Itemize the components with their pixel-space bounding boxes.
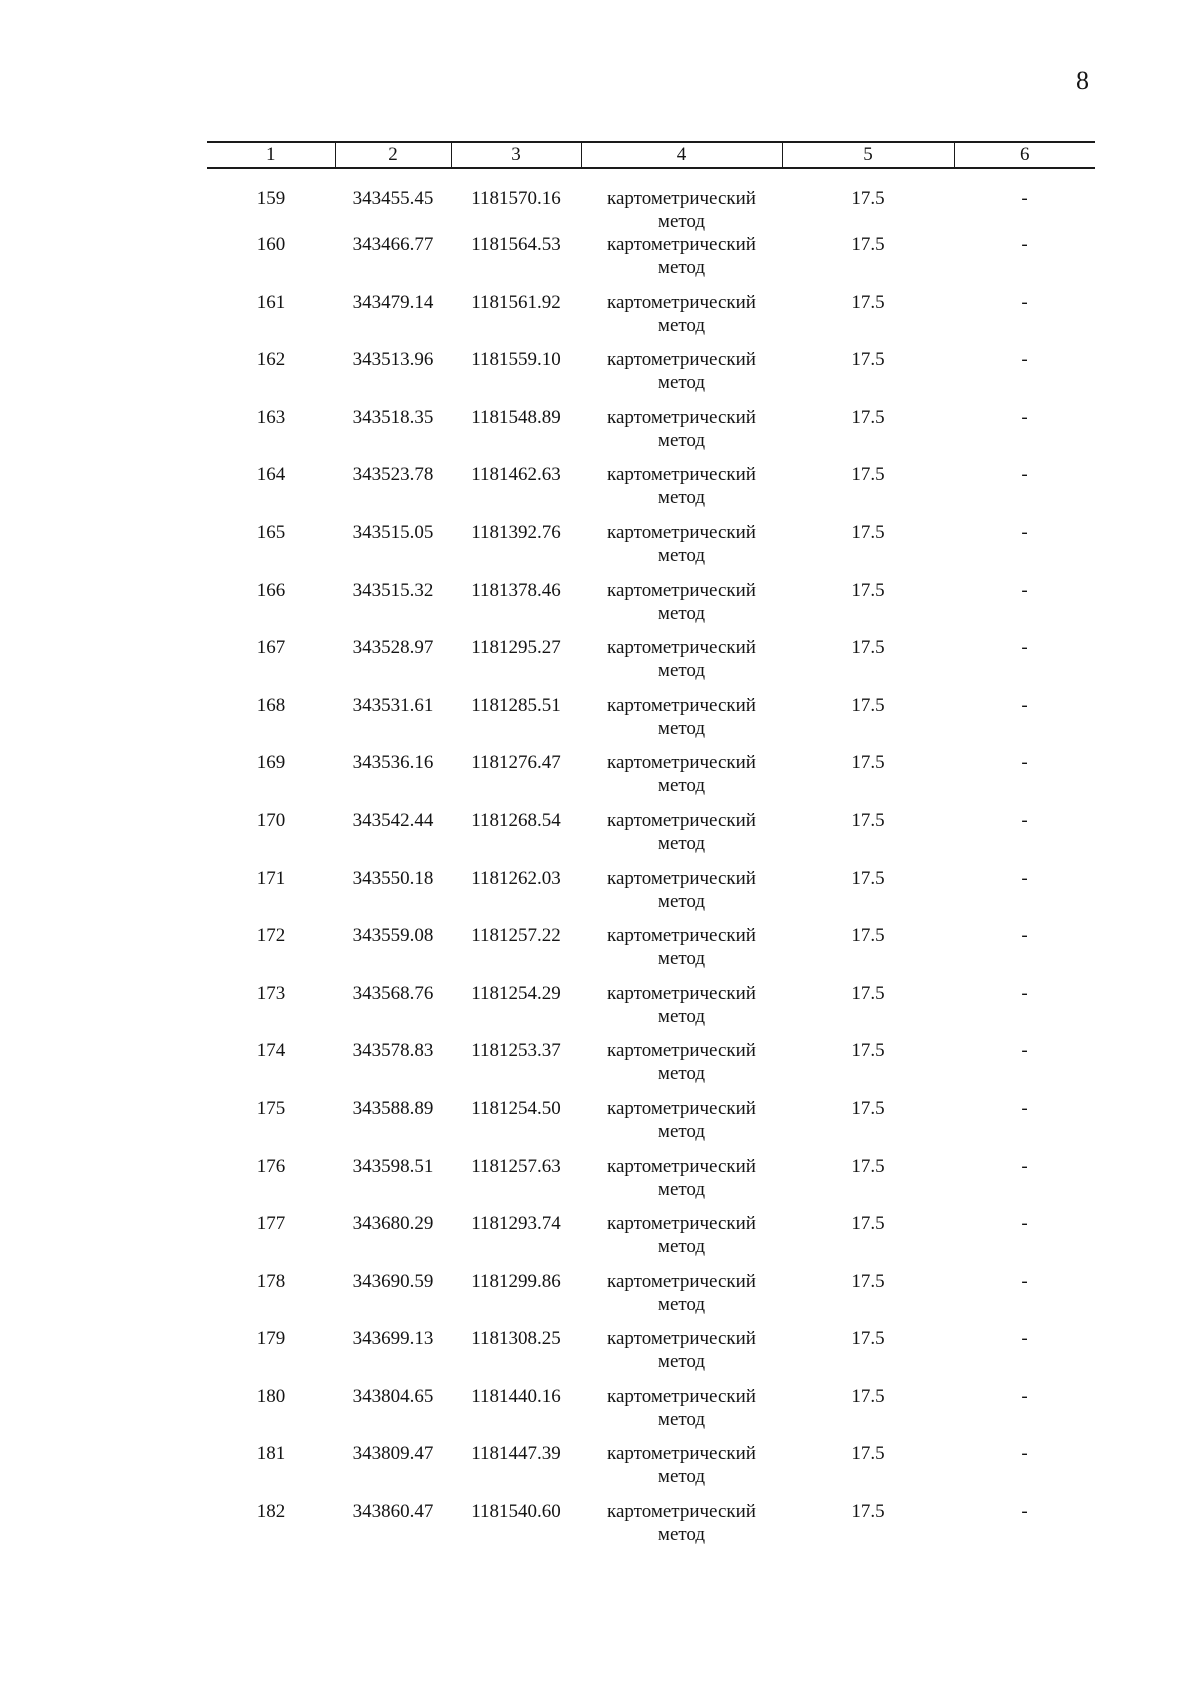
note-cell: - xyxy=(1021,406,1028,428)
table-row xyxy=(207,751,1095,809)
note-cell: - xyxy=(1021,1501,1028,1523)
point-number-cell: 174 xyxy=(256,1040,286,1062)
y-coordinate-cell: 1181254.50 xyxy=(471,1097,561,1119)
y-coordinate-cell: 1181285.51 xyxy=(471,694,561,716)
point-number-cell: 163 xyxy=(256,406,286,428)
method-text-line-2: метод xyxy=(657,775,706,797)
method-text-line-1: картометрический xyxy=(607,1097,756,1119)
column-header-5: 5 xyxy=(782,142,954,168)
precision-cell: 17.5 xyxy=(851,464,885,486)
y-coordinate-cell: 1181570.16 xyxy=(471,188,561,209)
point-number-cell: 165 xyxy=(256,521,286,543)
method-cell xyxy=(581,1039,782,1097)
table-row xyxy=(207,1385,1095,1443)
point-number-cell: 181 xyxy=(256,1443,286,1465)
precision-cell: 17.5 xyxy=(851,1155,885,1177)
point-number-cell: 162 xyxy=(256,349,286,371)
method-cell xyxy=(581,1155,782,1213)
x-coordinate-cell: 343515.05 xyxy=(352,521,434,543)
method-cell xyxy=(581,233,782,291)
method-text-line-1: картометрический xyxy=(607,1155,756,1177)
method-cell xyxy=(581,751,782,809)
note-cell: - xyxy=(1021,1443,1028,1465)
y-coordinate-cell: 1181440.16 xyxy=(471,1385,561,1407)
y-coordinate-cell: 1181540.60 xyxy=(471,1501,561,1523)
method-text-line-1: картометрический xyxy=(607,579,756,601)
method-text-line-2: метод xyxy=(657,429,706,451)
y-coordinate-cell: 1181257.22 xyxy=(471,925,561,947)
method-text-line-1: картометрический xyxy=(607,925,756,947)
method-text-line-2: метод xyxy=(657,211,706,232)
precision-cell: 17.5 xyxy=(851,637,885,659)
method-text-line-1: картометрический xyxy=(607,1213,756,1235)
y-coordinate-cell: 1181253.37 xyxy=(471,1040,561,1062)
method-text-line-2: метод xyxy=(657,890,706,912)
x-coordinate-cell: 343588.89 xyxy=(352,1097,434,1119)
note-cell: - xyxy=(1021,982,1028,1004)
column-header-2: 2 xyxy=(335,142,451,168)
table-row xyxy=(207,636,1095,694)
table-body xyxy=(207,168,1095,1558)
precision-cell: 17.5 xyxy=(851,234,885,255)
x-coordinate-cell: 343559.08 xyxy=(352,925,434,947)
method-cell xyxy=(581,1270,782,1328)
method-text-line-2: метод xyxy=(657,487,706,509)
table-header xyxy=(207,142,1095,168)
note-cell: - xyxy=(1021,521,1028,543)
x-coordinate-cell: 343518.35 xyxy=(352,406,434,428)
method-cell xyxy=(581,521,782,579)
note-cell: - xyxy=(1021,752,1028,774)
precision-cell: 17.5 xyxy=(851,579,885,601)
method-text-line-2: метод xyxy=(657,1524,706,1546)
table-row xyxy=(207,463,1095,521)
note-cell: - xyxy=(1021,1155,1028,1177)
method-text-line-2: метод xyxy=(657,1178,706,1200)
table-row xyxy=(207,1327,1095,1385)
point-number-cell: 159 xyxy=(256,188,286,209)
note-cell: - xyxy=(1021,925,1028,947)
x-coordinate-cell: 343523.78 xyxy=(352,464,434,486)
point-number-cell: 168 xyxy=(256,694,286,716)
method-text-line-2: метод xyxy=(657,314,706,336)
method-text-line-1: картометрический xyxy=(607,809,756,831)
precision-cell: 17.5 xyxy=(851,1213,885,1235)
method-text-line-1: картометрический xyxy=(607,291,756,313)
note-cell: - xyxy=(1021,291,1028,313)
method-text-line-1: картометрический xyxy=(607,349,756,371)
point-number-cell: 179 xyxy=(256,1328,286,1350)
method-text-line-2: метод xyxy=(657,1063,706,1085)
precision-cell: 17.5 xyxy=(851,188,885,209)
precision-cell: 17.5 xyxy=(851,925,885,947)
table-row xyxy=(207,809,1095,867)
table-row xyxy=(207,1270,1095,1328)
method-cell xyxy=(581,168,782,233)
note-cell: - xyxy=(1021,809,1028,831)
table-row xyxy=(207,233,1095,291)
table-row xyxy=(207,1212,1095,1270)
y-coordinate-cell: 1181262.03 xyxy=(471,867,561,889)
precision-cell: 17.5 xyxy=(851,1097,885,1119)
x-coordinate-cell: 343515.32 xyxy=(352,579,434,601)
y-coordinate-cell: 1181257.63 xyxy=(471,1155,561,1177)
y-coordinate-cell: 1181299.86 xyxy=(471,1270,561,1292)
x-coordinate-cell: 343531.61 xyxy=(352,694,434,716)
note-cell: - xyxy=(1021,1097,1028,1119)
method-text-line-1: картометрический xyxy=(607,1443,756,1465)
method-cell xyxy=(581,348,782,406)
method-cell xyxy=(581,636,782,694)
method-cell xyxy=(581,1385,782,1443)
y-coordinate-cell: 1181254.29 xyxy=(471,982,561,1004)
point-number-cell: 166 xyxy=(256,579,286,601)
method-text-line-2: метод xyxy=(657,257,706,278)
method-text-line-2: метод xyxy=(657,948,706,970)
point-number-cell: 173 xyxy=(256,982,286,1004)
note-cell: - xyxy=(1021,464,1028,486)
point-number-cell: 164 xyxy=(256,464,286,486)
precision-cell: 17.5 xyxy=(851,1443,885,1465)
y-coordinate-cell: 1181308.25 xyxy=(471,1328,561,1350)
y-coordinate-cell: 1181392.76 xyxy=(471,521,561,543)
method-text-line-1: картометрический xyxy=(607,867,756,889)
x-coordinate-cell: 343690.59 xyxy=(352,1270,434,1292)
method-cell xyxy=(581,1327,782,1385)
table-row xyxy=(207,521,1095,579)
method-cell xyxy=(581,406,782,464)
method-text-line-2: метод xyxy=(657,1466,706,1488)
point-number-cell: 169 xyxy=(256,752,286,774)
coordinates-table xyxy=(207,141,1095,1558)
method-cell xyxy=(581,1500,782,1558)
x-coordinate-cell: 343809.47 xyxy=(352,1443,434,1465)
method-text-line-1: картометрический xyxy=(607,1270,756,1292)
method-text-line-2: метод xyxy=(657,1120,706,1142)
y-coordinate-cell: 1181462.63 xyxy=(471,464,561,486)
method-text-line-1: картометрический xyxy=(607,694,756,716)
column-header-6: 6 xyxy=(954,142,1095,168)
table-row xyxy=(207,867,1095,925)
table-row xyxy=(207,1097,1095,1155)
column-header-3: 3 xyxy=(451,142,581,168)
point-number-cell: 178 xyxy=(256,1270,286,1292)
precision-cell: 17.5 xyxy=(851,1385,885,1407)
y-coordinate-cell: 1181276.47 xyxy=(471,752,561,774)
table-row xyxy=(207,406,1095,464)
method-cell xyxy=(581,291,782,349)
method-text-line-2: метод xyxy=(657,1236,706,1258)
precision-cell: 17.5 xyxy=(851,1270,885,1292)
note-cell: - xyxy=(1021,1040,1028,1062)
table-row xyxy=(207,694,1095,752)
note-cell: - xyxy=(1021,1328,1028,1350)
x-coordinate-cell: 343528.97 xyxy=(352,637,434,659)
table-row xyxy=(207,1500,1095,1558)
table-row xyxy=(207,348,1095,406)
x-coordinate-cell: 343536.16 xyxy=(352,752,434,774)
precision-cell: 17.5 xyxy=(851,291,885,313)
method-cell xyxy=(581,463,782,521)
header-row xyxy=(207,142,1095,168)
y-coordinate-cell: 1181561.92 xyxy=(471,291,561,313)
method-text-line-1: картометрический xyxy=(607,1501,756,1523)
y-coordinate-cell: 1181559.10 xyxy=(471,349,561,371)
y-coordinate-cell: 1181447.39 xyxy=(471,1443,561,1465)
y-coordinate-cell: 1181564.53 xyxy=(471,234,561,255)
method-text-line-1: картометрический xyxy=(607,406,756,428)
method-cell xyxy=(581,1212,782,1270)
x-coordinate-cell: 343699.13 xyxy=(352,1328,434,1350)
column-header-1: 1 xyxy=(207,142,335,168)
page-number: 8 xyxy=(1076,66,1089,95)
method-text-line-2: метод xyxy=(657,832,706,854)
note-cell: - xyxy=(1021,1213,1028,1235)
point-number-cell: 180 xyxy=(256,1385,286,1407)
method-text-line-1: картометрический xyxy=(607,188,756,209)
precision-cell: 17.5 xyxy=(851,406,885,428)
x-coordinate-cell: 343466.77 xyxy=(352,234,434,255)
y-coordinate-cell: 1181548.89 xyxy=(471,406,561,428)
method-text-line-2: метод xyxy=(657,717,706,739)
method-cell xyxy=(581,1442,782,1500)
x-coordinate-cell: 343578.83 xyxy=(352,1040,434,1062)
precision-cell: 17.5 xyxy=(851,1501,885,1523)
table-row xyxy=(207,168,1095,233)
x-coordinate-cell: 343513.96 xyxy=(352,349,434,371)
x-coordinate-cell: 343479.14 xyxy=(352,291,434,313)
precision-cell: 17.5 xyxy=(851,1040,885,1062)
method-text-line-1: картометрический xyxy=(607,464,756,486)
note-cell: - xyxy=(1021,349,1028,371)
method-text-line-1: картометрический xyxy=(607,1328,756,1350)
table-row xyxy=(207,1442,1095,1500)
point-number-cell: 171 xyxy=(256,867,286,889)
method-text-line-1: картометрический xyxy=(607,637,756,659)
point-number-cell: 176 xyxy=(256,1155,286,1177)
precision-cell: 17.5 xyxy=(851,1328,885,1350)
method-text-line-1: картометрический xyxy=(607,521,756,543)
method-text-line-2: метод xyxy=(657,544,706,566)
note-cell: - xyxy=(1021,234,1028,255)
method-text-line-2: метод xyxy=(657,372,706,394)
method-cell xyxy=(581,1097,782,1155)
method-text-line-1: картометрический xyxy=(607,1385,756,1407)
table-row xyxy=(207,924,1095,982)
note-cell: - xyxy=(1021,1270,1028,1292)
point-number-cell: 170 xyxy=(256,809,286,831)
x-coordinate-cell: 343598.51 xyxy=(352,1155,434,1177)
x-coordinate-cell: 343568.76 xyxy=(352,982,434,1004)
x-coordinate-cell: 343680.29 xyxy=(352,1213,434,1235)
table-row xyxy=(207,579,1095,637)
point-number-cell: 161 xyxy=(256,291,286,313)
precision-cell: 17.5 xyxy=(851,521,885,543)
table-row xyxy=(207,1155,1095,1213)
note-cell: - xyxy=(1021,188,1028,209)
table-row xyxy=(207,982,1095,1040)
method-cell xyxy=(581,809,782,867)
x-coordinate-cell: 343804.65 xyxy=(352,1385,434,1407)
y-coordinate-cell: 1181295.27 xyxy=(471,637,561,659)
method-text-line-2: метод xyxy=(657,1005,706,1027)
point-number-cell: 167 xyxy=(256,637,286,659)
method-text-line-2: метод xyxy=(657,660,706,682)
method-text-line-1: картометрический xyxy=(607,752,756,774)
method-text-line-2: метод xyxy=(657,602,706,624)
note-cell: - xyxy=(1021,579,1028,601)
x-coordinate-cell: 343455.45 xyxy=(352,188,434,209)
method-text-line-2: метод xyxy=(657,1351,706,1373)
method-text-line-1: картометрический xyxy=(607,982,756,1004)
point-number-cell: 160 xyxy=(256,234,286,255)
column-header-4: 4 xyxy=(581,142,782,168)
method-text-line-2: метод xyxy=(657,1408,706,1430)
precision-cell: 17.5 xyxy=(851,349,885,371)
method-cell xyxy=(581,694,782,752)
precision-cell: 17.5 xyxy=(851,694,885,716)
method-text-line-1: картометрический xyxy=(607,1040,756,1062)
table-row xyxy=(207,291,1095,349)
point-number-cell: 172 xyxy=(256,925,286,947)
x-coordinate-cell: 343550.18 xyxy=(352,867,434,889)
x-coordinate-cell: 343542.44 xyxy=(352,809,434,831)
precision-cell: 17.5 xyxy=(851,867,885,889)
note-cell: - xyxy=(1021,867,1028,889)
note-cell: - xyxy=(1021,1385,1028,1407)
point-number-cell: 177 xyxy=(256,1213,286,1235)
precision-cell: 17.5 xyxy=(851,752,885,774)
precision-cell: 17.5 xyxy=(851,982,885,1004)
y-coordinate-cell: 1181293.74 xyxy=(471,1213,561,1235)
precision-cell: 17.5 xyxy=(851,809,885,831)
y-coordinate-cell: 1181378.46 xyxy=(471,579,561,601)
method-text-line-2: метод xyxy=(657,1293,706,1315)
method-cell xyxy=(581,982,782,1040)
point-number-cell: 182 xyxy=(256,1501,286,1523)
method-cell xyxy=(581,867,782,925)
y-coordinate-cell: 1181268.54 xyxy=(471,809,561,831)
method-text-line-1: картометрический xyxy=(607,234,756,255)
note-cell: - xyxy=(1021,694,1028,716)
method-cell xyxy=(581,924,782,982)
note-cell: - xyxy=(1021,637,1028,659)
method-cell xyxy=(581,579,782,637)
table-row xyxy=(207,1039,1095,1097)
point-number-cell: 175 xyxy=(256,1097,286,1119)
x-coordinate-cell: 343860.47 xyxy=(352,1501,434,1523)
